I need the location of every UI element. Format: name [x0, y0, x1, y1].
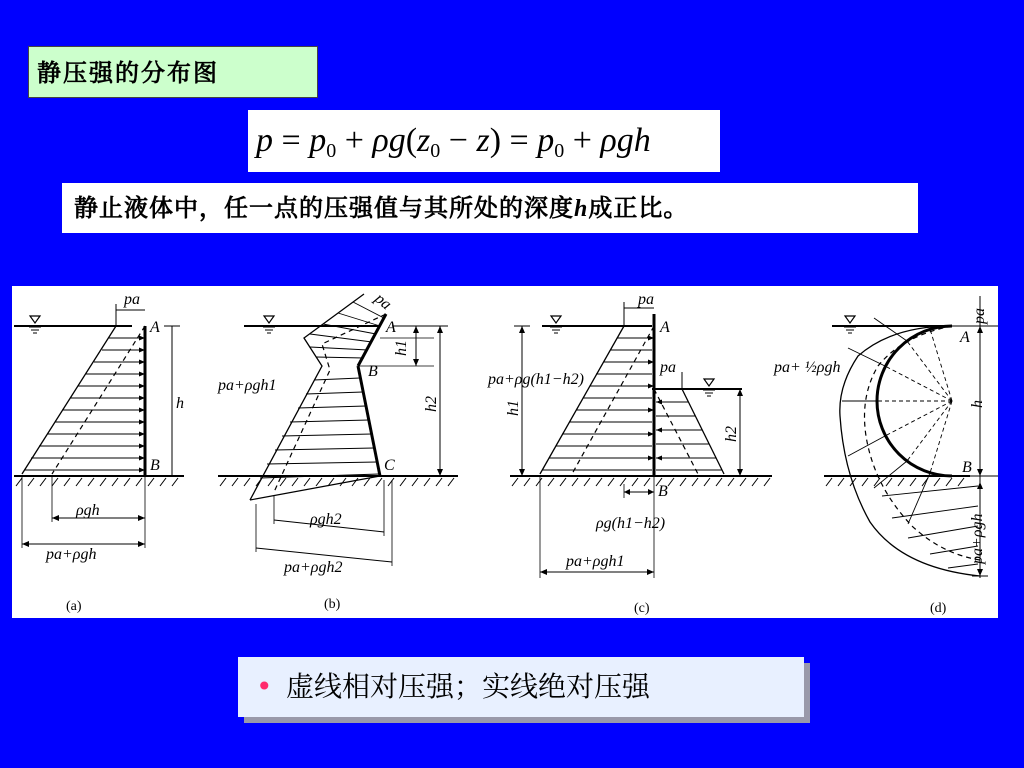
- caption-a: (a): [66, 599, 82, 614]
- panel-c: [487, 291, 772, 616]
- note-text: 虚线相对压强；实线绝对压强: [286, 670, 651, 703]
- water-surface-icon: [703, 379, 715, 396]
- label-b-point-c: C: [384, 457, 395, 474]
- panel-d: [773, 296, 998, 616]
- slide-title: 静压强的分布图: [28, 46, 318, 98]
- water-surface-icon: [550, 316, 562, 333]
- label-a-absolute: pa+ρgh: [46, 546, 97, 563]
- pressure-distribution-figure: [12, 286, 998, 618]
- label-b-h2: h2: [423, 396, 440, 412]
- caption-d: (d): [930, 601, 947, 616]
- panel-a: [14, 291, 184, 614]
- label-c-bottom: ρg(h1−h2): [596, 515, 666, 532]
- label-b-relative: ρgh2: [310, 511, 342, 528]
- label-b-pa: pa: [371, 290, 395, 314]
- legend-note: [238, 657, 804, 717]
- statement-text: 静止液体中，任一点的压强值与其所处的深度h成正比。: [62, 183, 918, 233]
- label-c-point-a: A: [660, 319, 670, 336]
- label-a-point-b: B: [150, 457, 160, 474]
- label-a-point-a: A: [150, 319, 160, 336]
- label-b-point-b: B: [368, 363, 378, 380]
- label-d-depth: h: [969, 400, 986, 408]
- label-b-mid: pa+ρgh1: [218, 377, 277, 394]
- label-b-point-a: A: [386, 319, 396, 336]
- label-b-h1: h1: [393, 340, 410, 356]
- label-c-right-pa: pa: [660, 359, 676, 376]
- water-surface-icon: [263, 316, 275, 333]
- label-a-relative: ρgh: [76, 502, 100, 519]
- bullet-icon: •: [256, 670, 273, 703]
- label-a-depth: h: [176, 395, 184, 412]
- label-c-h1: h1: [505, 400, 522, 416]
- label-c-absolute: pa+ρgh1: [566, 553, 625, 570]
- label-d-mid: pa+ ½ρgh: [774, 359, 841, 376]
- label-c-h2: h2: [723, 426, 740, 442]
- panel-b: [217, 289, 458, 612]
- water-surface-icon: [29, 316, 41, 333]
- label-c-left: pa+ρg(h1−h2): [488, 371, 584, 388]
- label-d-point-a: A: [960, 329, 970, 346]
- caption-b: (b): [324, 597, 341, 612]
- label-d-point-b: B: [962, 459, 972, 476]
- label-c-pa: pa: [638, 291, 654, 308]
- pressure-formula: $p = p_0 + \rho g(z_0 - z) = p_0 + \rho gh$: [248, 110, 720, 172]
- label-a-pa: pa: [124, 291, 140, 308]
- label-b-absolute: pa+ρgh2: [284, 559, 343, 576]
- label-c-point-b: B: [658, 483, 668, 500]
- water-surface-icon: [844, 316, 856, 333]
- caption-c: (c): [634, 601, 650, 616]
- label-d-right: pa+ρgh: [969, 513, 986, 564]
- label-d-pa: pa: [971, 308, 988, 324]
